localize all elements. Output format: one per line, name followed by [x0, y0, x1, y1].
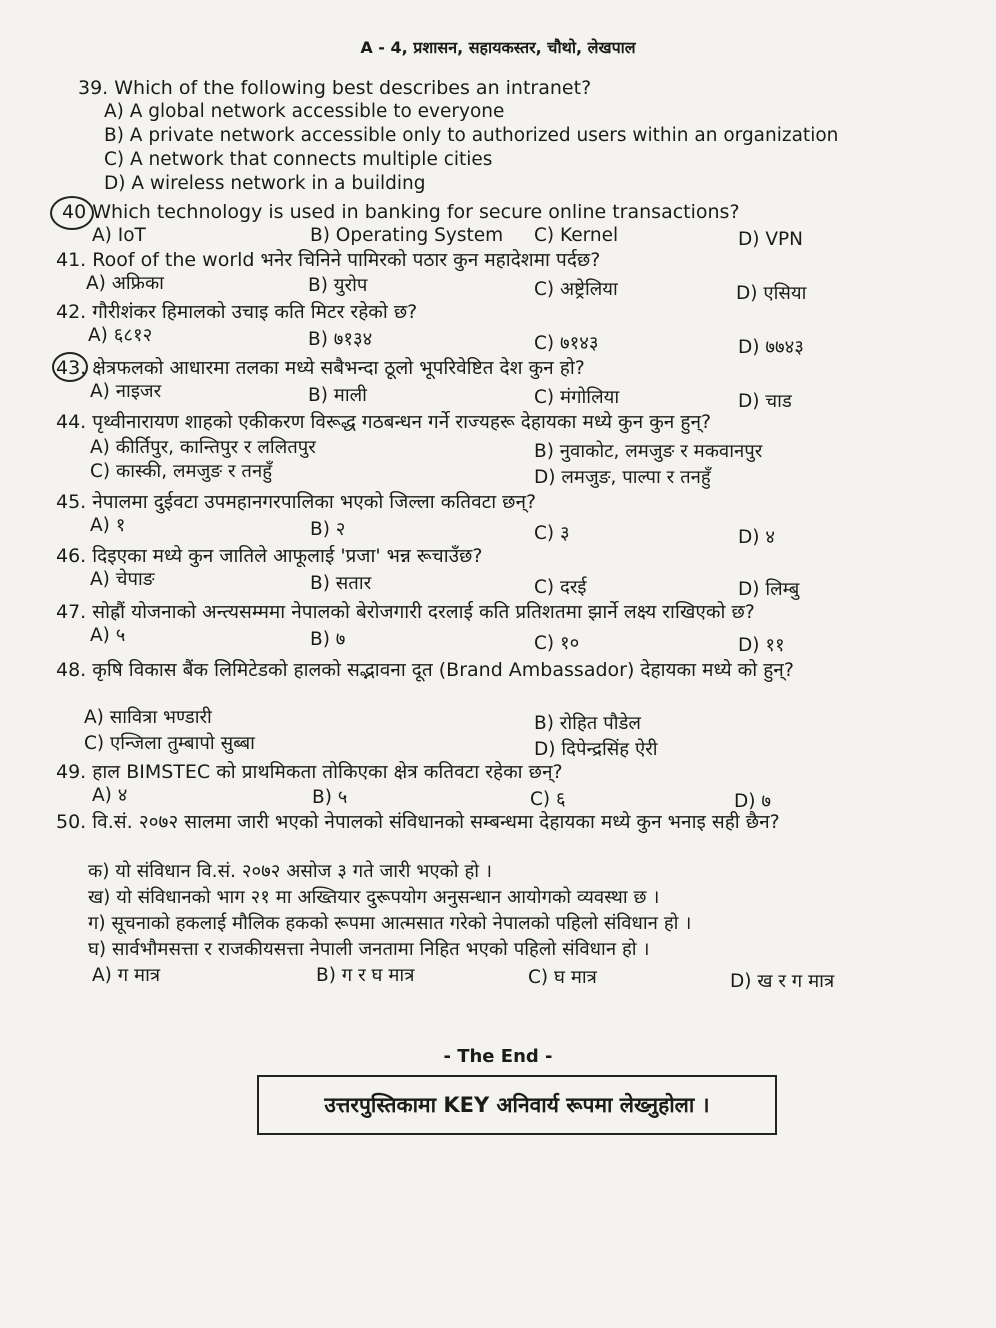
q39-option-c: C) A network that connects multiple cities [104, 149, 493, 170]
q46-option-d: D) लिम्बु [738, 579, 800, 600]
q39-option-d: D) A wireless network in a building [104, 173, 426, 194]
q50-statement-gha: घ) सार्वभौमसत्ता र राजकीयसत्ता नेपाली जनतामा निहित भएको पहिलो संविधान हो । [88, 939, 650, 960]
q44-option-c: C) कास्की, लमजुङ र तनहुँ [90, 461, 273, 482]
q39-option-b: B) A private network accessible only to authorized users within an organization [104, 125, 839, 146]
question-39: 39. Which of the following best describes an intranet? [78, 77, 592, 99]
q50-statement-ga: ग) सूचनाको हकलाई मौलिक हकको रूपमा आत्मसात गरेको नेपालको पहिलो संविधान हो । [88, 913, 692, 934]
question-40: 40 Which technology is used in banking for secure online transactions? [62, 201, 740, 223]
q45-option-d: D) ४ [738, 527, 775, 548]
q48-option-c: C) एन्जिला तुम्बापो सुब्बा [84, 733, 255, 754]
q43-option-b: B) माली [308, 385, 367, 406]
q46-option-a: A) चेपाङ [90, 569, 155, 590]
question-47: 47. सोह्रौं योजनाको अन्त्यसम्ममा नेपालको बेरोजगारी दरलाई कति प्रतिशतमा झार्ने लक्ष्य राखिएको छ? [56, 601, 755, 623]
question-42: 42. गौरीशंकर हिमालको उचाइ कति मिटर रहेको छ? [56, 301, 418, 323]
q45-option-c: C) ३ [534, 523, 570, 544]
q49-option-d: D) ७ [734, 791, 771, 812]
q43-option-d: D) चाड [738, 391, 792, 412]
q46-option-b: B) सतार [310, 573, 372, 594]
q47-option-c: C) १० [534, 633, 580, 654]
q48-option-a: A) सावित्रा भण्डारी [84, 707, 212, 728]
q41-option-d: D) एसिया [736, 283, 807, 304]
q41-option-b: B) युरोप [308, 275, 368, 296]
the-end-text: - The End - [443, 1046, 553, 1067]
q50-option-d: D) ख र ग मात्र [730, 971, 835, 992]
question-43: 43. क्षेत्रफलको आधारमा तलका मध्ये सबैभन्दा ठूलो भूपरिवेष्टित देश कुन हो? [56, 357, 585, 379]
q43-option-c: C) मंगोलिया [534, 387, 620, 408]
q42-option-c: C) ७१४३ [534, 333, 599, 354]
q49-option-b: B) ५ [312, 787, 348, 808]
q47-option-a: A) ५ [90, 625, 126, 646]
q41-option-a: A) अफ्रिका [86, 273, 164, 294]
q45-option-a: A) १ [90, 515, 126, 536]
q40-option-c: C) Kernel [534, 225, 619, 246]
q42-option-b: B) ७१३४ [308, 329, 373, 350]
q47-option-b: B) ७ [310, 629, 346, 650]
q46-option-c: C) दरई [534, 577, 587, 598]
q48-option-d: D) दिपेन्द्रसिंह ऐरी [534, 739, 658, 760]
page-header: A - 4, प्रशासन, सहायकस्तर, चौथो, लेखपाल [360, 38, 636, 57]
q50-option-a: A) ग मात्र [92, 965, 161, 986]
q47-option-d: D) ११ [738, 635, 785, 656]
question-41: 41. Roof of the world भनेर चिनिने पामिरको पठार कुन महादेशमा पर्दछ? [56, 249, 601, 271]
q45-option-b: B) २ [310, 519, 346, 540]
q44-option-a: A) कीर्तिपुर, कान्तिपुर र ललितपुर [90, 437, 316, 458]
key-instruction-box [257, 1075, 777, 1135]
q49-option-c: C) ६ [530, 789, 566, 810]
q48-option-b: B) रोहित पौडेल [534, 713, 641, 734]
q50-statement-ka: क) यो संविधान वि.सं. २०७२ असोज ३ गते जारी भएको हो । [88, 861, 492, 882]
q40-option-b: B) Operating System [310, 225, 504, 246]
q41-option-c: C) अष्ट्रेलिया [534, 279, 618, 300]
question-50: 50. वि.सं. २०७२ सालमा जारी भएको नेपालको संविधानको सम्बन्धमा देहायका मध्ये कुन भनाइ सही छैन? [56, 811, 780, 833]
q39-option-a: A) A global network accessible to everyone [104, 101, 505, 122]
question-49: 49. हाल BIMSTEC को प्राथमिकता तोकिएका क्षेत्र कतिवटा रहेका छन्? [56, 761, 563, 783]
q49-option-a: A) ४ [92, 785, 128, 806]
question-46: 46. दिइएका मध्ये कुन जातिले आफूलाई 'प्रजा' भन्न रूचाउँछ? [56, 545, 483, 567]
q40-option-d: D) VPN [738, 229, 803, 250]
q42-option-a: A) ६८१२ [88, 325, 153, 346]
q44-option-d: D) लमजुङ, पाल्पा र तनहुँ [534, 467, 711, 488]
q40-option-a: A) IoT [92, 225, 146, 246]
q44-option-b: B) नुवाकोट, लमजुङ र मकवानपुर [534, 441, 763, 462]
question-45: 45. नेपालमा दुईवटा उपमहानगरपालिका भएको जिल्ला कतिवटा छन्? [56, 491, 537, 513]
q50-statement-kha: ख) यो संविधानको भाग २१ मा अख्तियार दुरूपयोग अनुसन्धान आयोगको व्यवस्था छ । [88, 887, 660, 908]
q50-option-b: B) ग र घ मात्र [316, 965, 415, 986]
question-44: 44. पृथ्वीनारायण शाहको एकीकरण विरूद्ध गठबन्धन गर्ने राज्यहरू देहायका मध्ये कुन कुन हुन्? [56, 411, 712, 433]
key-instruction-text: उत्तरपुस्तिकामा KEY अनिवार्य रूपमा लेख्नुहोला । [324, 1093, 710, 1117]
q50-option-c: C) घ मात्र [528, 967, 597, 988]
question-48: 48. कृषि विकास बैंक लिमिटेडको हालको सद्भावना दूत (Brand Ambassador) देहायका मध्ये को हुन्? [56, 659, 794, 681]
q43-option-a: A) नाइजर [90, 381, 162, 402]
q42-option-d: D) ७७४३ [738, 337, 804, 358]
